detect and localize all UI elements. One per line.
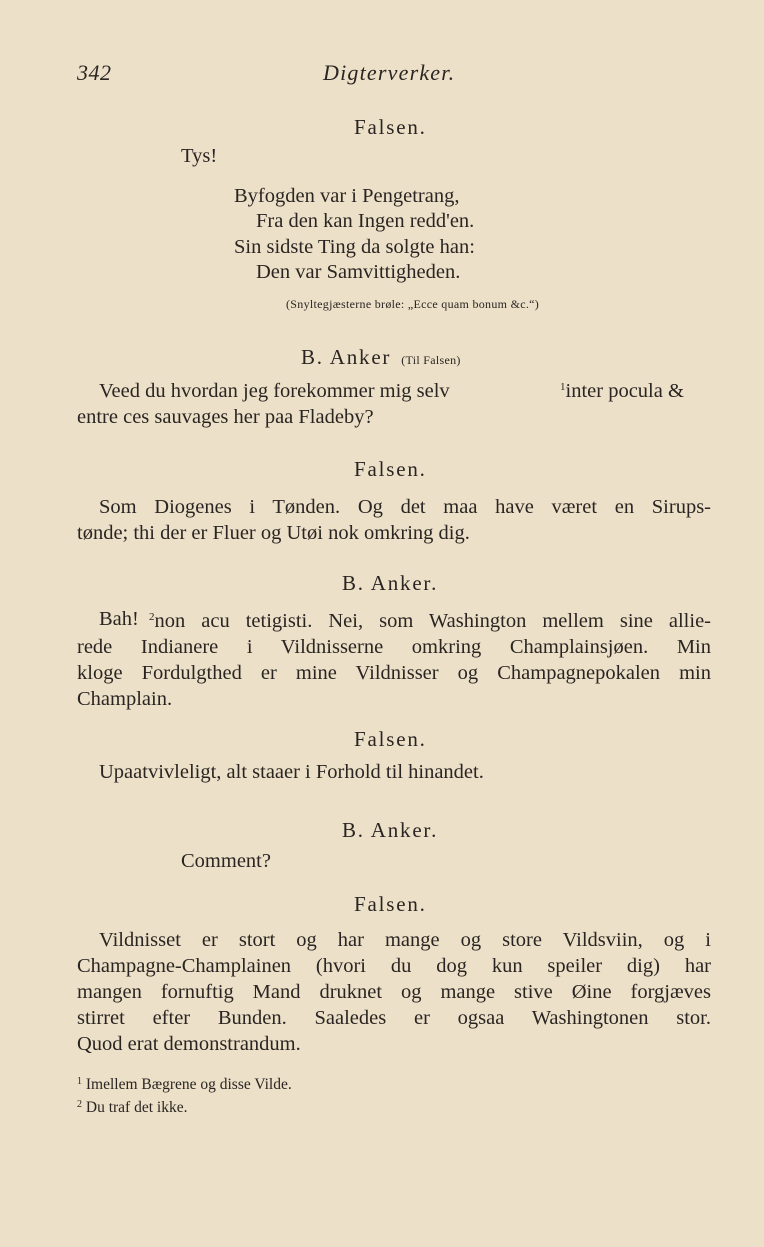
speech-line: Champlain.	[77, 688, 173, 710]
footnote: $^1$ Imellem Bægrene og disse Vilde.	[77, 1076, 292, 1093]
speech-line: Quod erat demonstrandum.	[77, 1033, 301, 1055]
speech-line: Comment?	[181, 850, 271, 872]
speaker-anker: B. Anker.	[342, 571, 439, 595]
speaker-heading	[301, 345, 461, 370]
speech-line: Champagne-Champlainen (hvori du dog kun speiler dig) har	[77, 955, 711, 977]
speaker-falsen: Falsen.	[354, 115, 427, 139]
running-title: Digterverker.	[323, 60, 456, 85]
page-number: 342	[77, 60, 112, 85]
speech-line: Bah!	[99, 608, 139, 630]
speech-line: stirret efter Bunden. Saaledes er ogsaa Washingtonen stor.	[77, 1007, 711, 1029]
verse-line: Tys!	[181, 145, 218, 167]
speech-line: Vildnisset er stort og har mange og store Vildsviin, og i	[99, 929, 711, 951]
speech-line-continued: $^2$non acu tetigisti. Nei, som Washington mellem sine allie-	[149, 610, 711, 632]
speech-line: entre ces sauvages her paa Fladeby?	[77, 406, 374, 428]
speech-line: Upaatvivleligt, alt staaer i Forhold til hinandet.	[99, 761, 484, 783]
verse-line: Sin sidste Ting da solgte han:	[234, 236, 475, 258]
speaker-falsen: Falsen.	[354, 457, 427, 481]
footnote: $^2$ Du traf det ikke.	[77, 1099, 188, 1116]
speaker-falsen: Falsen.	[354, 892, 427, 916]
speaker-falsen: Falsen.	[354, 727, 427, 751]
speaker-anker: B. Anker	[301, 345, 392, 369]
speech-line: rede Indianere i Vildnisserne omkring Champlainsjøen. Min	[77, 636, 711, 658]
verse-line: Fra den kan Ingen redd'en.	[256, 210, 475, 232]
speech-line: mangen fornuftig Mand druknet og mange stive Øine forgjæves	[77, 981, 711, 1003]
speaker-anker: B. Anker.	[342, 818, 439, 842]
stage-direction: (Snyltegjæsterne brøle: „Ecce quam bonum &c.“)	[286, 297, 540, 311]
speech-line: tønde; thi der er Fluer og Utøi nok omkring dig.	[77, 522, 470, 544]
speech-line: Som Diogenes i Tønden. Og det maa have været en Sirups-	[99, 496, 711, 518]
footnote-ref-1: 1	[560, 381, 566, 393]
speech-line: Veed du hvordan jeg forekommer mig selv	[99, 380, 450, 402]
verse-line: Den var Samvittigheden.	[256, 261, 461, 283]
speech-line: kloge Fordulgthed er mine Vildnisser og Champagnepokalen min	[77, 662, 711, 684]
verse-line: Byfogden var i Pengetrang,	[234, 185, 460, 207]
footnote-ref-2: 2	[149, 611, 155, 623]
speech-line-continued: $^1$inter pocula &	[560, 380, 684, 402]
speaker-note: (Til Falsen)	[401, 353, 461, 367]
